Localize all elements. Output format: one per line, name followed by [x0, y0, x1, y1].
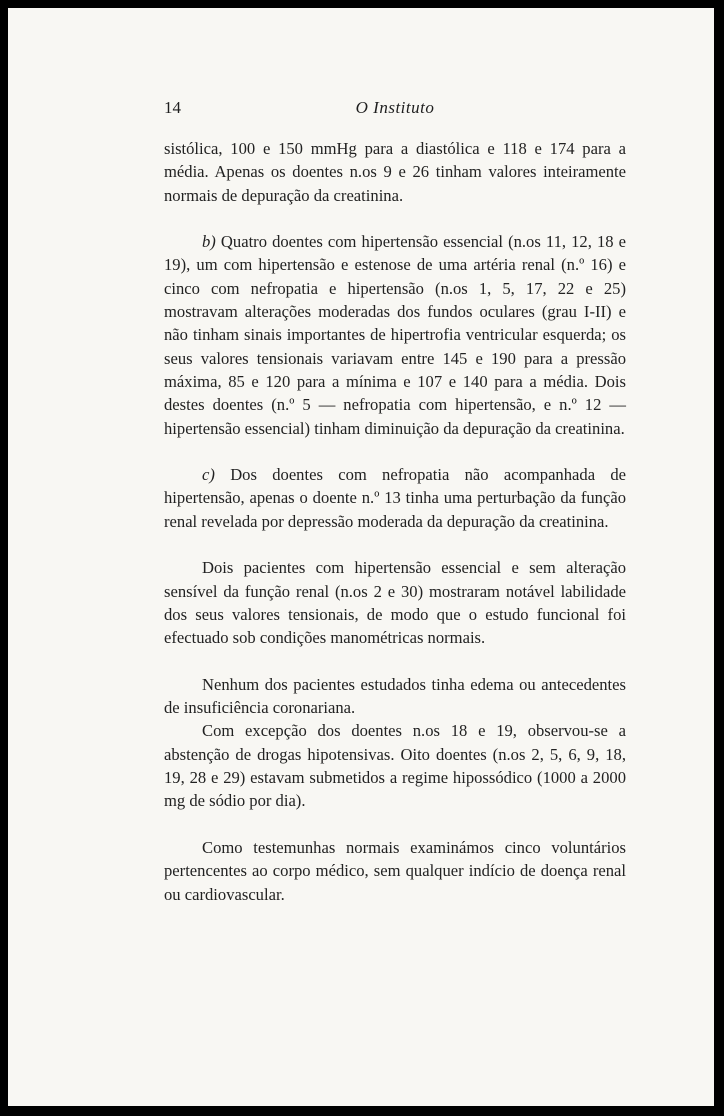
paragraph-text: Quatro doentes com hipertensão essencial (n.os 11, 12, 18 e 19), um com hipertensão e estenose de uma artéria renal (n.º 16) e cinco com nefropatia e hipertensão (n.os 1, 5, 17, 22 e 25) mostravam alterações moderadas dos fundos oculares (grau I-II) e não tinham sinais importantes de hipertrofia ventricular esquerda; os seus valores tensionais variavam entre 145 e 190 para a pressão máxima, 85 e 120 para a mínima e 107 e 140 para a média. Dois destes doentes (n.º 5 — nefropatia com hipertensão, e n.º 12 — hipertensão essencial) tinham diminuição da depuração da creatinina. — [164, 232, 626, 438]
paragraph-controls — [164, 836, 626, 906]
paragraph-drugs — [164, 719, 626, 812]
paragraph-text: Com excepção dos doentes n.os 18 e 19, observou-se a abstenção de drogas hipotensivas. Oito doentes (n.os 2, 5, 6, 9, 18, 19, 28 e 29) estavam submetidos a regime hipossódico (1000 a 2000 mg de sódio por dia). — [164, 721, 626, 811]
paragraph-c — [164, 463, 626, 533]
body-text — [164, 137, 626, 929]
paragraph-text: Nenhum dos pacientes estudados tinha edema ou antecedentes de insuficiência coronariana. — [164, 674, 626, 718]
page-header — [164, 98, 626, 126]
paragraph-text: Como testemunhas normais examinámos cinco voluntários pertencentes ao corpo médico, sem qualquer indício de doença renal ou cardiovascular. — [164, 837, 626, 904]
paragraph-label: c) — [202, 465, 215, 485]
paragraph-lability — [164, 556, 626, 649]
document-page — [8, 8, 714, 1106]
paragraph-edema — [164, 673, 626, 720]
paragraph-continuation — [164, 137, 626, 207]
paragraph-text: Dois pacientes com hipertensão essencial e sem alteração sensível da função renal (n.os 2 e 30) mostraram notável labilidade dos seus valores tensionais, de modo que o estudo funcional foi efectuado sob condições manométricas normais. — [164, 558, 626, 648]
paragraph-label: b) — [202, 232, 216, 252]
paragraph-b — [164, 230, 626, 440]
page-number: 14 — [164, 98, 181, 117]
paragraph-text: Dos doentes com nefropatia não acompanhada de hipertensão, apenas o doente n.º 13 tinha uma perturbação da função renal revelada por depressão moderada da depuração da creatinina. — [164, 465, 627, 531]
paragraph-text: sistólica, 100 e 150 mmHg para a diastólica e 118 e 174 para a média. Apenas os doentes n.os 9 e 26 tinham valores inteiramente normais de depuração da creatinina. — [164, 139, 626, 205]
running-title: O Instituto — [355, 98, 435, 117]
